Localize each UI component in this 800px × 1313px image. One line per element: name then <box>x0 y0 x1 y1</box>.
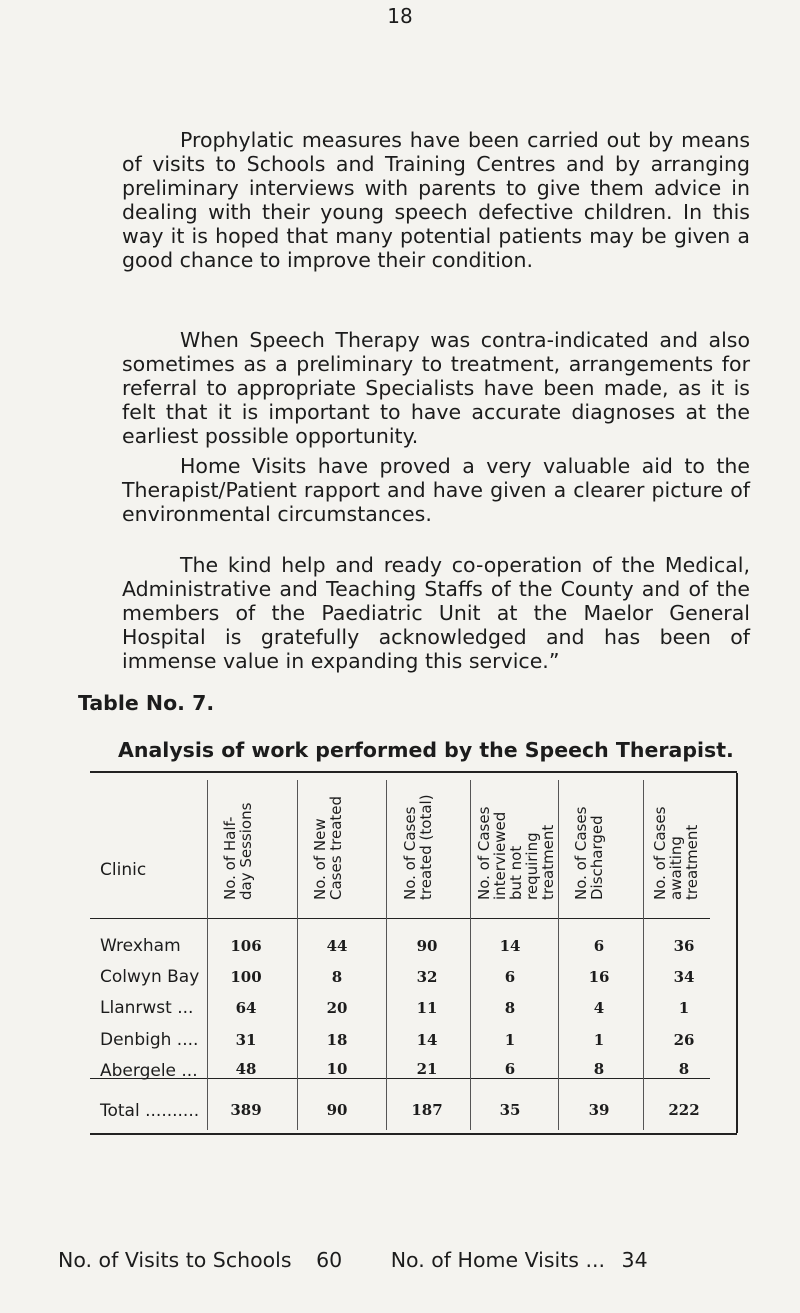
cell-cases-discharged: 8 <box>593 1060 605 1078</box>
cell-cases-awaiting: 1 <box>678 999 690 1017</box>
table-top-rule <box>90 771 737 773</box>
cell-cases-interviewed: 1 <box>504 1031 516 1049</box>
visit-totals <box>58 1248 758 1272</box>
paragraph-text: Prophylatic measures have been carried out by means of visits to Schools and Training Centres and by arranging preliminary interviews with parents to give them advice in dealing with their young speech defective children. In this way it is hoped that many potential patients may be given a good chance to improve their condition. <box>122 128 750 272</box>
paragraph-text: Home Visits have proved a very valuable aid to the Therapist/Patient rapport and have given a clearer picture of environmental circumstances. <box>122 454 750 526</box>
cell-half-day-sessions: 31 <box>235 1031 257 1049</box>
paragraph-text: When Speech Therapy was contra-indicated and also sometimes as a preliminary to treatment, arrangements for referral to appropriate Specialists have been made, as it is felt that it is important to have accurate diagnoses at the earliest possible opportunity. <box>122 328 750 448</box>
cell-cases-discharged: 6 <box>593 937 605 955</box>
cell-cases-treated: 21 <box>416 1060 438 1078</box>
paragraph-acknowledgement <box>122 553 750 673</box>
clinic-name: Denbigh .... <box>100 1030 199 1050</box>
header-half-day-sessions: No. of Half- day Sessions <box>221 802 255 900</box>
home-visits-value: 34 <box>621 1248 648 1272</box>
table-number: Table No. 7. <box>78 691 215 715</box>
cell-cases-discharged: 1 <box>593 1031 605 1049</box>
schools-visits-value: 60 <box>316 1248 343 1272</box>
header-rule <box>90 918 710 919</box>
cell-new-cases: 44 <box>326 937 348 955</box>
cell-cases-interviewed: 6 <box>504 968 516 986</box>
clinic-name: Colwyn Bay <box>100 967 200 987</box>
cell-new-cases: 8 <box>331 968 343 986</box>
paragraph-text: The kind help and ready co-operation of the Medical, Administrative and Teaching Staffs of the County and of the members of the Paediatric Unit at the Maelor General Hospital is gratefully acknowledged and has been of immense value in expanding this service.” <box>122 553 750 673</box>
cell-cases-discharged: 4 <box>593 999 605 1017</box>
cell-cases-awaiting: 36 <box>673 937 695 955</box>
total-cases-discharged: 39 <box>588 1101 610 1119</box>
cell-cases-awaiting: 8 <box>678 1060 690 1078</box>
total-cases-interviewed: 35 <box>499 1101 521 1119</box>
table-title: Analysis of work performed by the Speech Therapist. <box>118 738 734 762</box>
paragraph-home-visits <box>122 454 750 526</box>
cell-cases-treated: 32 <box>416 968 438 986</box>
header-cases-interviewed: No. of Cases interviewed but not requiring treatment <box>475 806 557 900</box>
header-cases-treated-total: No. of Cases treated (total) <box>401 794 435 900</box>
header-cases-discharged: No. of Cases Discharged <box>572 806 606 900</box>
total-half-day-sessions: 389 <box>230 1101 262 1119</box>
paragraph-prophylactic <box>122 128 750 272</box>
column-divider <box>297 780 298 1130</box>
total-cases-treated: 187 <box>411 1101 443 1119</box>
clinic-name: Llanrwst ... <box>100 998 194 1018</box>
cell-half-day-sessions: 100 <box>230 968 262 986</box>
cell-cases-awaiting: 26 <box>673 1031 695 1049</box>
cell-new-cases: 10 <box>326 1060 348 1078</box>
cell-cases-interviewed: 8 <box>504 999 516 1017</box>
cell-cases-interviewed: 14 <box>499 937 521 955</box>
total-new-cases: 90 <box>326 1101 348 1119</box>
cell-cases-treated: 90 <box>416 937 438 955</box>
total-label: Total .......... <box>100 1101 200 1121</box>
header-cases-awaiting: No. of Cases awaiting treatment <box>651 806 701 900</box>
cell-half-day-sessions: 48 <box>235 1060 257 1078</box>
clinic-name: Abergele ... <box>100 1061 198 1081</box>
column-divider <box>207 780 208 1130</box>
cell-half-day-sessions: 106 <box>230 937 262 955</box>
home-visits-label: No. of Home Visits ... <box>390 1248 606 1272</box>
clinic-name: Wrexham <box>100 936 181 956</box>
column-divider <box>558 780 559 1130</box>
cell-cases-interviewed: 6 <box>504 1060 516 1078</box>
cell-cases-awaiting: 34 <box>673 968 695 986</box>
cell-cases-discharged: 16 <box>588 968 610 986</box>
header-clinic: Clinic <box>100 860 147 880</box>
paragraph-referral <box>122 328 750 448</box>
total-cases-awaiting: 222 <box>668 1101 700 1119</box>
cell-new-cases: 20 <box>326 999 348 1017</box>
header-new-cases: No. of New Cases treated <box>311 795 345 900</box>
column-divider <box>386 780 387 1130</box>
column-divider <box>643 780 644 1130</box>
column-divider <box>470 780 471 1130</box>
schools-visits-label: No. of Visits to Schools <box>58 1248 292 1272</box>
page-number: 18 <box>387 4 413 28</box>
table-right-border <box>736 773 738 1133</box>
cell-cases-treated: 11 <box>416 999 438 1017</box>
cell-half-day-sessions: 64 <box>235 999 257 1017</box>
table-bottom-rule <box>90 1133 737 1135</box>
cell-cases-treated: 14 <box>416 1031 438 1049</box>
cell-new-cases: 18 <box>326 1031 348 1049</box>
